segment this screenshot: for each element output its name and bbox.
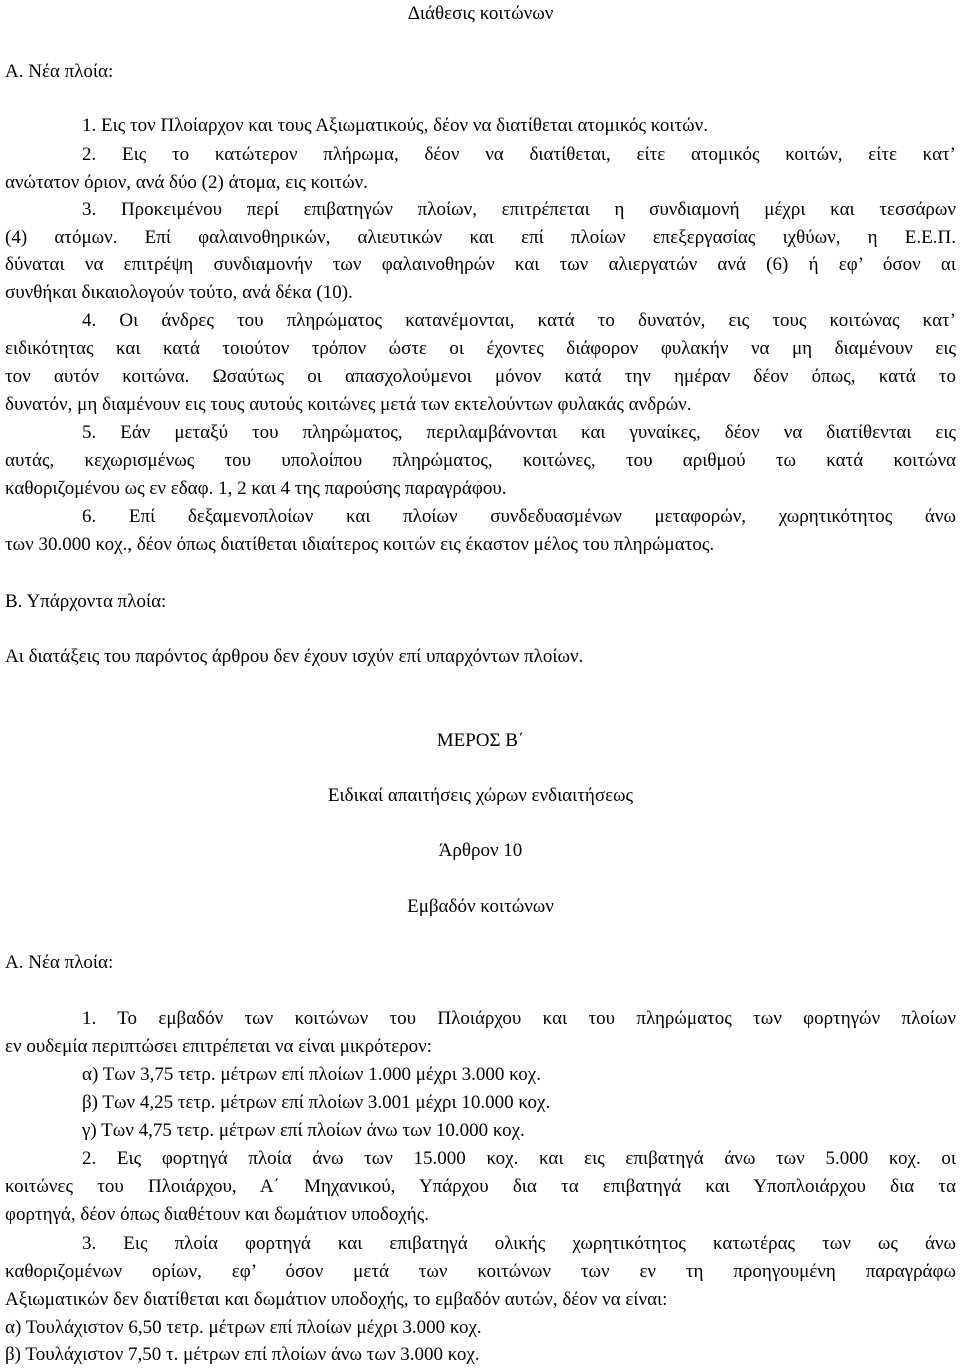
paragraph-5-line-2: αυτάς, κεχωρισμένως του υπολοίπου πληρώματος, κοιτώνες, του αριθμού τω κατά κοιτώνα bbox=[5, 450, 956, 471]
item-1-line-2: εν ουδεμία περιπτώσει επιτρέπεται να είναι μικρότερον: bbox=[5, 1036, 433, 1057]
paragraph-6-line-2: των 30.000 κοχ., δέον όπως διατίθεται ιδιαίτερος κοιτών εις έκαστον μέλος του πληρώματος. bbox=[5, 534, 715, 555]
paragraph-3-line-3: δύναται να επιτρέψη συνδιαμονήν των φαλαινοθηρών και των αλιεργατών ανά (6) ή εφ’ όσον αι bbox=[5, 254, 956, 275]
paragraph-4-line-4: δυνατόν, μη διαμένουν εις τους αυτούς κοιτώνες μετά των εκτελούντων φυλακάς ανδρών. bbox=[5, 394, 692, 415]
paragraph-1: 1. Εις τον Πλοίαρχον και τους Αξιωματικούς, δέον να διατίθεται ατομικός κοιτών. bbox=[82, 115, 709, 136]
paragraph-4-line-3: τον αυτόν κοιτώνα. Ωσαύτως οι απασχολούμενοι μόνον κατά την ημέραν δέον όπως, κατά το bbox=[5, 366, 956, 387]
part-title: ΜΕΡΟΣ Β΄ bbox=[436, 730, 525, 751]
item-2-line-1: 2. Εις φορτηγά πλοία άνω των 15.000 κοχ. και εις επιβατηγά άνω των 5.000 κοχ. οι bbox=[82, 1148, 956, 1169]
item-1-b: β) Των 4,25 τετρ. μέτρων επί πλοίων 3.001 μέχρι 10.000 κοχ. bbox=[82, 1092, 551, 1113]
paragraph-5-line-1: 5. Εάν μεταξύ του πληρώματος, περιλαμβάνονται και γυναίκες, δέον να διατίθενται εις bbox=[82, 422, 956, 443]
article-title: Άρθρον 10 bbox=[438, 840, 523, 861]
paragraph-2-line-2: ανώτατον όριον, ανά δύο (2) άτομα, εις κοιτών. bbox=[5, 172, 368, 193]
paragraph-2-line-1: 2. Εις το κατώτερον πλήρωμα, δέον να διατίθεται, είτε ατομικός κοιτών, είτε κατ’ bbox=[82, 144, 956, 165]
paragraph-4-line-2: ειδικότητας και κατά τοιούτον τρόπον ώστε οι έχοντες διάφορον φυλακήν να μη διαμένουν εις bbox=[5, 338, 956, 359]
item-3-line-3: Αξιωματικών δεν διατίθεται και δωμάτιον υποδοχής, το εμβαδόν αυτών, δέον να είναι: bbox=[5, 1289, 668, 1310]
paragraph-3-line-2: (4) ατόμων. Επί φαλαινοθηρικών, αλιευτικών και επί πλοίων επεξεργασίας ιχθύων, η Ε.Ε.Π. bbox=[5, 227, 956, 248]
item-1-c: γ) Των 4,75 τετρ. μέτρων επί πλοίων άνω των 10.000 κοχ. bbox=[82, 1120, 525, 1141]
item-1-line-1: 1. Το εμβαδόν των κοιτώνων του Πλοιάρχου και του πληρώματος των φορτηγών πλοίων bbox=[82, 1008, 956, 1029]
article-subtitle: Εμβαδόν κοιτώνων bbox=[407, 896, 554, 917]
section-a2-heading: Α. Νέα πλοία: bbox=[5, 952, 114, 973]
section-b-text: Αι διατάξεις του παρόντος άρθρου δεν έχουν ισχύν επί υπαρχόντων πλοίων. bbox=[5, 646, 584, 667]
paragraph-5-line-3: καθοριζομένου ως εν εδαφ. 1, 2 και 4 της παρούσης παραγράφου. bbox=[5, 478, 507, 499]
section-b-heading: Β. Υπάρχοντα πλοία: bbox=[5, 591, 167, 612]
section-title: Διάθεσις κοιτώνων bbox=[407, 3, 554, 24]
item-1-a: α) Των 3,75 τετρ. μέτρων επί πλοίων 1.000 μέχρι 3.000 κοχ. bbox=[82, 1064, 541, 1085]
item-3-line-1: 3. Εις πλοία φορτηγά και επιβατηγά ολικής χωρητικότητος κατωτέρας των ως άνω bbox=[82, 1233, 956, 1254]
section-a-heading: Α. Νέα πλοία: bbox=[5, 61, 114, 82]
item-2-line-2: κοιτώνες του Πλοιάρχου, Α΄ Μηχανικού, Υπάρχου δια τα επιβατηγά και Υποπλοιάρχου δια τα bbox=[5, 1176, 956, 1197]
item-2-line-3: φορτηγά, δέον όπως διαθέτουν και δωμάτιον υποδοχής. bbox=[5, 1204, 430, 1225]
paragraph-6-line-1: 6. Επί δεξαμενοπλοίων και πλοίων συνδεδυασμένων μεταφορών, χωρητικότητος άνω bbox=[82, 506, 956, 527]
paragraph-3-line-4: συνθήκαι δικαιολογούν τούτο, ανά δέκα (10). bbox=[5, 282, 353, 303]
item-3-line-2: καθοριζομένων ορίων, εφ’ όσον μετά των κοιτώνων των εν τη προηγουμένη παραγράφω bbox=[5, 1261, 956, 1282]
item-3-b: β) Τουλάχιστον 7,50 τ. μέτρων επί πλοίων άνω των 3.000 κοχ. bbox=[5, 1344, 480, 1365]
part-subtitle: Ειδικαί απαιτήσεις χώρων ενδιαιτήσεως bbox=[327, 785, 634, 806]
item-3-a: α) Τουλάχιστον 6,50 τετρ. μέτρων επί πλοίων μέχρι 3.000 κοχ. bbox=[5, 1317, 482, 1338]
paragraph-4-line-1: 4. Οι άνδρες του πληρώματος κατανέμονται, κατά το δυνατόν, εις τους κοιτώνας κατ’ bbox=[82, 310, 956, 331]
paragraph-3-line-1: 3. Προκειμένου περί επιβατηγών πλοίων, επιτρέπεται η συνδιαμονή μέχρι και τεσσάρων bbox=[82, 199, 956, 220]
